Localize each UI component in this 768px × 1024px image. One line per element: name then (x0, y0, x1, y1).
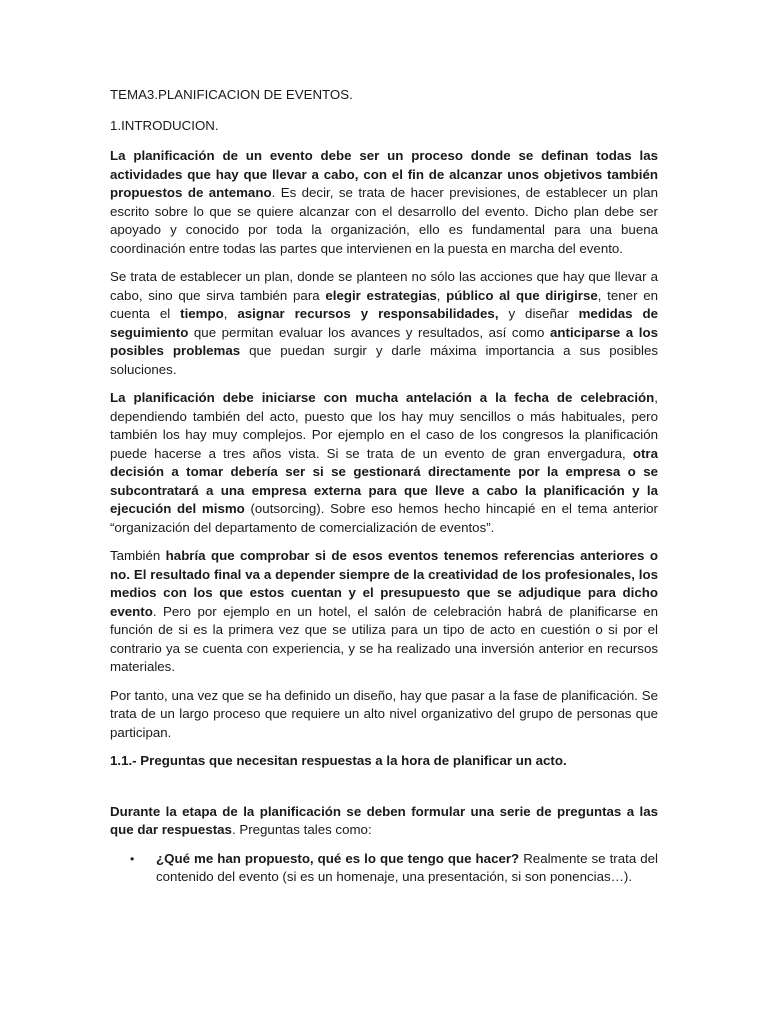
text-run: , dependiendo también del acto, puesto que los hay muy sencillos o más habituales, pero también los hay muy complejos. Por ejemplo en el caso de los congresos la planificación puede hacerse a tres años vista. Si se trata de un evento de gran envergadura, (110, 390, 658, 461)
paragraph-1 (110, 147, 658, 258)
paragraph-3 (110, 389, 658, 537)
bold-text-run: elegir estrategias (325, 287, 437, 303)
paragraph-5 (110, 687, 658, 743)
list-item-text (156, 851, 658, 885)
subheading-preguntas: 1.1.- Preguntas que necesitan respuestas a la hora de planificar un acto. (110, 753, 567, 768)
bold-text-run: La planificación de un evento debe ser un proceso donde se definan todas las actividades que hay que llevar a cabo, con el fin de alcanzar unos objetivos también propuestos de antemano (110, 148, 658, 200)
text-run: Realmente se trata del contenido del evento (si es un homenaje, una presentación, si son ponencias…). (156, 850, 658, 884)
blank-line (110, 781, 658, 803)
list-item (110, 850, 658, 887)
text-run: También (110, 548, 166, 563)
text-run: y diseñar (498, 306, 579, 321)
questions-intro (110, 803, 658, 840)
text-run: . Preguntas tales como: (231, 822, 372, 837)
bold-text-run: anticiparse a los posibles problemas (110, 324, 658, 358)
bold-text-run: Durante la etapa de la planificación se deben formular una serie de preguntas a las que dar respuestas (110, 803, 658, 837)
bullet-icon: • (130, 851, 135, 866)
paragraph-2 (110, 268, 658, 379)
text-run: (outsorcing). Sobre eso hemos hecho hincapié en el tema anterior “organización del departamento de comercialización de eventos”. (110, 501, 658, 535)
section-heading-intro: 1.INTRODUCION. (110, 117, 219, 133)
bold-text-run: tiempo (180, 306, 224, 321)
text-run: . Pero por ejemplo en un hotel, el salón de celebración habrá de planificarse en función de si es la primera vez que se utiliza para un tipo de acto en cuestión o si por el contrario ya se cuenta con experiencia, y se ha realizado una inversión anterior en recursos materiales. (110, 603, 658, 674)
text-run: Se trata de establecer un plan, donde se planteen no sólo las acciones que hay que llevar a cabo, sino que sirva también para (110, 269, 658, 303)
text-run: , (436, 287, 447, 303)
bold-text-run: asignar recursos y responsabilidades, (237, 306, 499, 321)
bold-text-run: medidas de seguimiento (110, 306, 659, 340)
text-run: . Es decir, se trata de hacer previsiones, de establecer un plan escrito sobre lo que se quiere alcanzar con el desarrollo del evento. Dicho plan debe ser apoyado y conocido por toda la organización, ello es fundamental para una buena coordinación entre todas las partes que intervienen en la puesta en marcha del evento. (110, 185, 658, 256)
bold-text-run: La planificación debe iniciarse con mucha antelación a la fecha de celebración (110, 390, 655, 405)
bold-text-run: habría que comprobar si de esos eventos tenemos referencias anteriores o no. El resultado final va a depender siempre de la creatividad de los profesionales, los medios con los que estos cuentan y el presupuesto que se adjudique para dicho evento (110, 548, 658, 619)
paragraph-4 (110, 547, 658, 677)
bold-text-run: público al que dirigirse (446, 287, 598, 303)
text-run: Por tanto, una vez que se ha definido un diseño, hay que pasar a la fase de planificación. Se trata de un largo proceso que requiere un alto nivel organizativo del grupo de personas que participan. (110, 687, 658, 740)
bold-text-run: otra decisión a tomar debería ser si se gestionará directamente por la empresa o se subcontratará a una empresa externa para que lleve a cabo la planificación y la ejecución del mismo (110, 445, 658, 516)
bold-text-run: ¿Qué me han propuesto, qué es lo que tengo que hacer? (156, 850, 520, 866)
text-run: que permitan evaluar los avances y resultados, así como (188, 324, 551, 340)
question-list (110, 850, 658, 887)
document-title: TEMA3.PLANIFICACION DE EVENTOS. (110, 87, 353, 102)
text-run: que puedan surgir y darle máxima importancia a sus posibles soluciones. (110, 343, 658, 377)
text-run: , (223, 306, 238, 321)
text-run: , tener en cuenta el (110, 287, 658, 321)
